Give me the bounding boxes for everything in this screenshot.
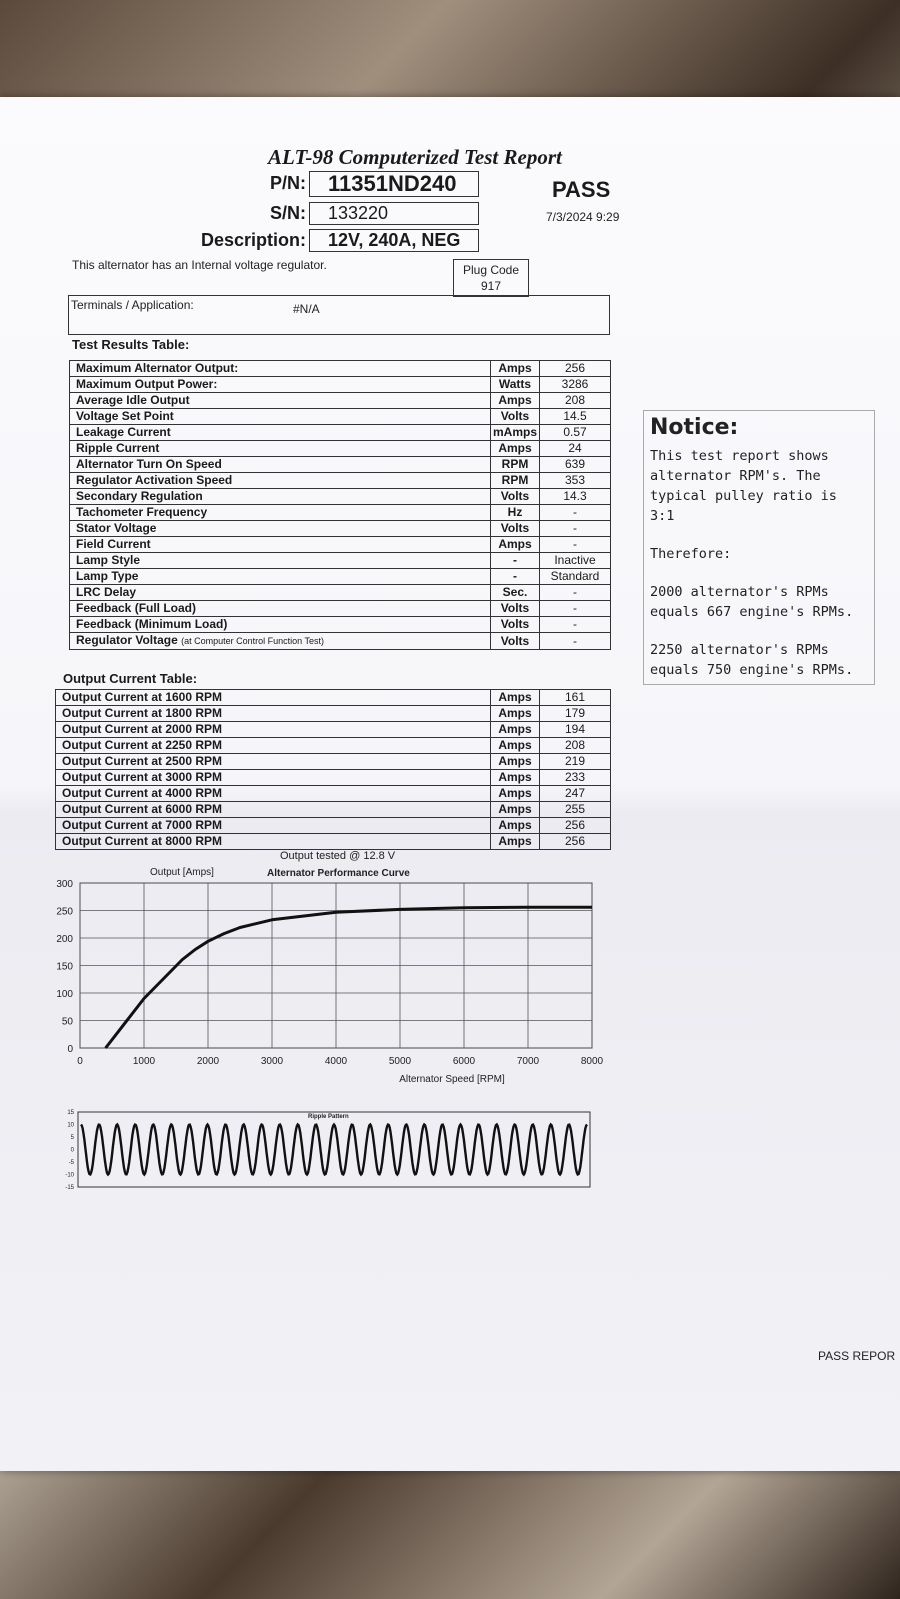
test-result-row bbox=[70, 633, 611, 650]
ripple-title: Ripple Pattern bbox=[308, 1114, 349, 1120]
output-current-unit: Amps bbox=[491, 754, 540, 770]
test-result-label: Stator Voltage bbox=[70, 521, 491, 537]
output-curve-line bbox=[106, 907, 592, 1048]
test-result-unit: - bbox=[491, 553, 540, 569]
y-tick-label: 0 bbox=[67, 1044, 73, 1055]
output-current-row bbox=[56, 754, 611, 770]
test-result-label: LRC Delay bbox=[70, 585, 491, 601]
plug-code-box bbox=[453, 259, 529, 297]
output-current-label: Output Current at 6000 RPM bbox=[56, 802, 491, 818]
x-tick-label: 5000 bbox=[388, 1056, 412, 1067]
output-current-label: Output Current at 4000 RPM bbox=[56, 786, 491, 802]
terminals-value: #N/A bbox=[293, 302, 320, 316]
terminals-label: Terminals / Application: bbox=[71, 298, 194, 312]
y-tick-label: 100 bbox=[56, 989, 73, 1000]
test-result-note: (at Computer Control Function Test) bbox=[181, 636, 325, 646]
test-result-value: - bbox=[540, 601, 611, 617]
y-tick-label: 300 bbox=[56, 879, 73, 890]
notice-text-3: 2000 alternator's RPMs equals 667 engine's RPMs. bbox=[650, 584, 854, 620]
chart-title: Alternator Performance Curve bbox=[267, 868, 410, 879]
ripple-y-tick-label: 0 bbox=[70, 1147, 74, 1154]
test-result-label: Alternator Turn On Speed bbox=[70, 457, 491, 473]
test-result-label: Maximum Alternator Output: bbox=[70, 361, 491, 377]
ripple-chart bbox=[55, 1107, 615, 1195]
test-result-value: - bbox=[540, 505, 611, 521]
output-current-value: 256 bbox=[540, 818, 611, 834]
pn-value: 11351ND240 bbox=[309, 171, 479, 197]
output-current-row bbox=[56, 738, 611, 754]
sn-label: S/N: bbox=[270, 203, 306, 223]
ripple-wave-line bbox=[81, 1125, 587, 1175]
test-result-label: Feedback (Full Load) bbox=[70, 601, 491, 617]
output-current-row bbox=[56, 706, 611, 722]
test-result-value: - bbox=[540, 633, 611, 650]
x-tick-label: 3000 bbox=[260, 1056, 284, 1067]
output-current-row bbox=[56, 786, 611, 802]
test-result-unit: Amps bbox=[491, 537, 540, 553]
output-current-label: Output Current at 8000 RPM bbox=[56, 834, 491, 850]
status-badge: PASS bbox=[552, 177, 611, 202]
output-current-row bbox=[56, 818, 611, 834]
test-result-row bbox=[70, 537, 611, 553]
test-result-row bbox=[70, 361, 611, 377]
output-current-label: Output Current at 7000 RPM bbox=[56, 818, 491, 834]
test-results-table bbox=[69, 360, 611, 650]
notice-text-2: Therefore: bbox=[650, 546, 732, 562]
test-result-label: Voltage Set Point bbox=[70, 409, 491, 425]
plug-code-label: Plug Code bbox=[462, 263, 520, 277]
ripple-y-tick-label: 5 bbox=[70, 1135, 74, 1141]
output-current-value: 161 bbox=[540, 690, 611, 706]
test-result-unit: Amps bbox=[491, 361, 540, 377]
x-tick-label: 8000 bbox=[580, 1056, 604, 1067]
notice-heading: Notice: bbox=[650, 415, 739, 440]
test-result-unit: Amps bbox=[491, 441, 540, 457]
test-result-row bbox=[70, 553, 611, 569]
test-result-value: 14.5 bbox=[540, 409, 611, 425]
notice-text-1: This test report shows alternator RPM's. The typical pulley ratio is 3:1 bbox=[650, 448, 837, 524]
test-result-value: 24 bbox=[540, 441, 611, 457]
output-current-unit: Amps bbox=[491, 722, 540, 738]
test-result-label: Tachometer Frequency bbox=[70, 505, 491, 521]
x-tick-label: 6000 bbox=[452, 1056, 476, 1067]
x-tick-label: 0 bbox=[77, 1056, 83, 1067]
pn-label: P/N: bbox=[270, 173, 306, 193]
test-result-unit: Volts bbox=[491, 633, 540, 650]
notice-text-4: 2250 alternator's RPMs equals 750 engine's RPMs. bbox=[650, 642, 854, 678]
ripple-y-tick-label: -5 bbox=[68, 1160, 74, 1166]
test-result-label: Average Idle Output bbox=[70, 393, 491, 409]
output-current-row bbox=[56, 690, 611, 706]
test-result-label: Field Current bbox=[70, 537, 491, 553]
report-sheet bbox=[0, 97, 900, 1471]
chart-ylabel: Output [Amps] bbox=[150, 867, 214, 878]
test-result-row bbox=[70, 441, 611, 457]
test-result-label: Leakage Current bbox=[70, 425, 491, 441]
output-current-unit: Amps bbox=[491, 802, 540, 818]
x-tick-label: 1000 bbox=[132, 1056, 156, 1067]
output-current-table bbox=[55, 689, 611, 850]
test-result-label: Maximum Output Power: bbox=[70, 377, 491, 393]
test-result-unit: mAmps bbox=[491, 425, 540, 441]
output-current-row bbox=[56, 722, 611, 738]
test-result-unit: Volts bbox=[491, 521, 540, 537]
test-result-unit: Hz bbox=[491, 505, 540, 521]
test-result-row bbox=[70, 505, 611, 521]
test-result-row bbox=[70, 473, 611, 489]
test-result-row bbox=[70, 617, 611, 633]
y-tick-label: 250 bbox=[56, 906, 73, 918]
output-current-unit: Amps bbox=[491, 834, 540, 850]
terminals-box bbox=[68, 295, 610, 335]
test-result-unit: RPM bbox=[491, 457, 540, 473]
output-current-unit: Amps bbox=[491, 690, 540, 706]
output-current-label: Output Current at 2500 RPM bbox=[56, 754, 491, 770]
test-result-label: Lamp Type bbox=[70, 569, 491, 585]
ripple-y-tick-label: 15 bbox=[67, 1110, 74, 1116]
x-tick-label: 4000 bbox=[324, 1056, 348, 1067]
sn-value: 133220 bbox=[309, 202, 479, 225]
output-current-label: Output Current at 3000 RPM bbox=[56, 770, 491, 786]
test-result-row bbox=[70, 425, 611, 441]
output-current-value: 256 bbox=[540, 834, 611, 850]
test-result-unit: Volts bbox=[491, 409, 540, 425]
test-results-heading: Test Results Table: bbox=[72, 337, 190, 352]
test-result-row bbox=[70, 521, 611, 537]
test-result-row bbox=[70, 393, 611, 409]
test-result-value: Inactive bbox=[540, 553, 611, 569]
test-result-row bbox=[70, 457, 611, 473]
test-result-row bbox=[70, 489, 611, 505]
output-current-label: Output Current at 1600 RPM bbox=[56, 690, 491, 706]
test-result-value: - bbox=[540, 521, 611, 537]
test-result-value: - bbox=[540, 617, 611, 633]
test-result-value: 14.3 bbox=[540, 489, 611, 505]
test-result-unit: RPM bbox=[491, 473, 540, 489]
x-tick-label: 7000 bbox=[516, 1056, 540, 1067]
test-result-row bbox=[70, 569, 611, 585]
output-current-heading: Output Current Table: bbox=[63, 671, 198, 686]
test-result-row bbox=[70, 409, 611, 425]
test-result-row bbox=[70, 601, 611, 617]
output-current-unit: Amps bbox=[491, 706, 540, 722]
output-current-label: Output Current at 1800 RPM bbox=[56, 706, 491, 722]
y-tick-label: 50 bbox=[61, 1016, 73, 1028]
test-result-value: 0.57 bbox=[540, 425, 611, 441]
ripple-y-tick-label: -15 bbox=[65, 1185, 74, 1191]
test-result-label: Ripple Current bbox=[70, 441, 491, 457]
description-label: Description: bbox=[200, 230, 306, 250]
x-tick-label: 2000 bbox=[196, 1056, 220, 1067]
test-result-label: Regulator Voltage (at Computer Control Function Test) bbox=[70, 633, 491, 650]
regulator-note: This alternator has an Internal voltage regulator. bbox=[72, 258, 327, 272]
test-datetime: 7/3/2024 9:29 bbox=[546, 210, 620, 224]
output-tested-note: Output tested @ 12.8 V bbox=[280, 850, 396, 862]
test-result-label: Feedback (Minimum Load) bbox=[70, 617, 491, 633]
test-result-unit: Watts bbox=[491, 377, 540, 393]
test-result-unit: Volts bbox=[491, 617, 540, 633]
report-title: ALT-98 Computerized Test Report bbox=[268, 145, 562, 169]
output-current-value: 219 bbox=[540, 754, 611, 770]
output-current-unit: Amps bbox=[491, 738, 540, 754]
test-result-value: 256 bbox=[540, 361, 611, 377]
plug-code-value: 917 bbox=[480, 279, 502, 293]
output-current-row bbox=[56, 770, 611, 786]
notice-box bbox=[643, 410, 875, 685]
output-current-value: 194 bbox=[540, 722, 611, 738]
output-current-row bbox=[56, 834, 611, 850]
test-result-value: Standard bbox=[540, 569, 611, 585]
y-tick-label: 150 bbox=[56, 961, 73, 973]
ripple-y-tick-label: -10 bbox=[65, 1172, 74, 1179]
footer-text: PASS REPOR bbox=[818, 1349, 896, 1363]
test-result-unit: Amps bbox=[491, 393, 540, 409]
test-result-value: 208 bbox=[540, 393, 611, 409]
output-current-row bbox=[56, 802, 611, 818]
test-result-label: Secondary Regulation bbox=[70, 489, 491, 505]
y-tick-label: 200 bbox=[56, 934, 73, 945]
test-result-row bbox=[70, 585, 611, 601]
output-current-unit: Amps bbox=[491, 770, 540, 786]
description-value: 12V, 240A, NEG bbox=[309, 229, 479, 252]
output-current-value: 208 bbox=[540, 738, 611, 754]
test-result-value: 353 bbox=[540, 473, 611, 489]
output-current-value: 247 bbox=[540, 786, 611, 802]
output-current-label: Output Current at 2250 RPM bbox=[56, 738, 491, 754]
test-result-label: Regulator Activation Speed bbox=[70, 473, 491, 489]
test-result-unit: Sec. bbox=[491, 585, 540, 601]
output-current-label: Output Current at 2000 RPM bbox=[56, 722, 491, 738]
test-result-row bbox=[70, 377, 611, 393]
test-result-value: 639 bbox=[540, 457, 611, 473]
output-current-value: 179 bbox=[540, 706, 611, 722]
test-result-label: Lamp Style bbox=[70, 553, 491, 569]
chart-xlabel: Alternator Speed [RPM] bbox=[399, 1074, 505, 1085]
output-current-unit: Amps bbox=[491, 786, 540, 802]
test-result-unit: - bbox=[491, 569, 540, 585]
output-current-unit: Amps bbox=[491, 818, 540, 834]
ripple-y-tick-label: 10 bbox=[67, 1122, 74, 1129]
output-current-value: 255 bbox=[540, 802, 611, 818]
test-result-unit: Volts bbox=[491, 489, 540, 505]
output-current-value: 233 bbox=[540, 770, 611, 786]
test-result-value: - bbox=[540, 537, 611, 553]
test-result-value: - bbox=[540, 585, 611, 601]
test-result-value: 3286 bbox=[540, 377, 611, 393]
test-result-unit: Volts bbox=[491, 601, 540, 617]
performance-chart bbox=[40, 863, 630, 1093]
